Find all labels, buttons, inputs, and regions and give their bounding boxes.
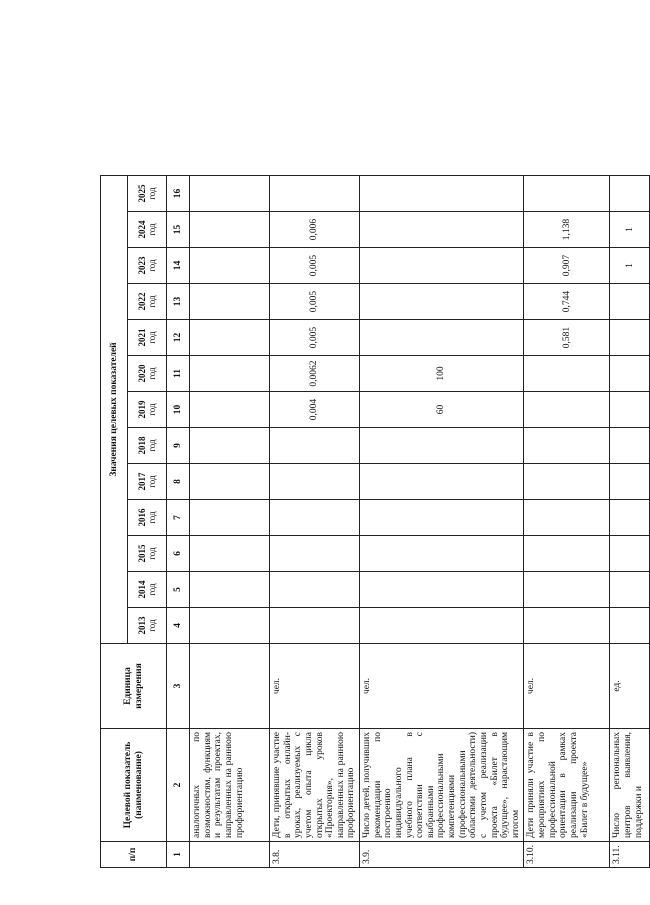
header-num: п/п [101, 842, 167, 868]
year-unit: год [147, 475, 157, 488]
year-unit: год [147, 583, 157, 596]
value-cell [360, 500, 524, 536]
year-value: 2016 [136, 508, 147, 527]
column-number: 3 [167, 644, 190, 729]
value-cell [524, 500, 610, 536]
table-row [610, 176, 650, 868]
value-cell [524, 464, 610, 500]
column-number: 1 [167, 842, 190, 868]
year-header [128, 212, 167, 248]
value-cell [610, 464, 650, 500]
value-cell [190, 428, 270, 464]
year-value: 2020 [136, 364, 147, 383]
unit-cell: чел. [270, 644, 360, 729]
year-unit: год [147, 619, 157, 632]
year-unit: год [147, 187, 157, 200]
value-cell [610, 392, 650, 428]
value-cell [360, 176, 524, 212]
value-cell: 0,0062 [270, 356, 360, 392]
year-value: 2014 [136, 580, 147, 599]
indicator-name: Дети приняли участие в мероприятиях по профессиональной ориентации в рамках реализации проекта «Билет в будущее» [524, 729, 610, 842]
value-cell [610, 356, 650, 392]
year-value: 2024 [136, 220, 147, 239]
value-cell [190, 176, 270, 212]
table-row [524, 176, 610, 868]
year-value: 2021 [136, 328, 147, 347]
value-cell [190, 500, 270, 536]
row-number: 3.9. [360, 842, 524, 868]
year-value: 2023 [136, 256, 147, 275]
value-cell [270, 464, 360, 500]
column-numbers-row [167, 176, 190, 868]
column-number: 5 [167, 572, 190, 608]
year-header [128, 320, 167, 356]
row-number: 3.8. [270, 842, 360, 868]
column-number: 13 [167, 284, 190, 320]
value-cell [524, 392, 610, 428]
column-number: 6 [167, 536, 190, 572]
value-cell [360, 428, 524, 464]
column-number: 11 [167, 356, 190, 392]
value-cell [190, 392, 270, 428]
year-header [128, 284, 167, 320]
year-header [128, 572, 167, 608]
value-cell [190, 284, 270, 320]
value-cell [190, 464, 270, 500]
year-value: 2019 [136, 400, 147, 419]
value-cell [360, 464, 524, 500]
year-value: 2017 [136, 472, 147, 491]
value-cell [524, 608, 610, 644]
indicators-table [100, 175, 650, 868]
value-cell: 0,005 [270, 248, 360, 284]
year-value: 2022 [136, 292, 147, 311]
value-cell [360, 536, 524, 572]
indicator-name: Число региональных центров выявления, поддержки и [610, 729, 650, 842]
column-number: 15 [167, 212, 190, 248]
value-cell [270, 176, 360, 212]
year-header [128, 356, 167, 392]
year-unit: год [147, 367, 157, 380]
year-header [128, 536, 167, 572]
column-number: 8 [167, 464, 190, 500]
value-cell [270, 572, 360, 608]
column-number: 14 [167, 248, 190, 284]
value-cell [190, 212, 270, 248]
year-unit: год [147, 547, 157, 560]
column-number: 16 [167, 176, 190, 212]
value-cell [270, 428, 360, 464]
value-cell: 0,581 [524, 320, 610, 356]
value-cell [360, 320, 524, 356]
row-number [190, 842, 270, 868]
year-value: 2013 [136, 616, 147, 635]
year-header [128, 500, 167, 536]
year-header [128, 248, 167, 284]
value-cell [610, 572, 650, 608]
indicator-name: Число детей, получивших рекомендации по построению индивидуального учебного плана в соответствии с выбранными профессиональными компетенциями (профессиональными областями деятельности) с учетом реализации проекта «Билет в будущее», нарастающим итогом [360, 729, 524, 842]
column-number: 4 [167, 608, 190, 644]
unit-cell: ед. [610, 644, 650, 729]
year-unit: год [147, 439, 157, 452]
unit-cell: чел. [360, 644, 524, 729]
indicator-name: аналогичных по возможностям, функциям и результатам проектах, направленных на раннюю профориентацию [190, 729, 270, 842]
year-unit: год [147, 259, 157, 272]
value-cell [610, 500, 650, 536]
column-number: 7 [167, 500, 190, 536]
value-cell [360, 212, 524, 248]
value-cell [270, 500, 360, 536]
value-cell [610, 428, 650, 464]
column-number: 10 [167, 392, 190, 428]
value-cell: 1 [610, 212, 650, 248]
year-header [128, 464, 167, 500]
table-row [190, 176, 270, 868]
value-cell: 0,006 [270, 212, 360, 248]
value-cell [190, 320, 270, 356]
header-indicator: Целевой показатель (наименование) [101, 729, 167, 842]
year-unit: год [147, 223, 157, 236]
header-unit: Единица измерения [101, 644, 167, 729]
value-cell [190, 356, 270, 392]
value-cell [524, 536, 610, 572]
unit-cell: чел. [524, 644, 610, 729]
value-cell: 60 [360, 392, 524, 428]
value-cell [360, 608, 524, 644]
unit-cell [190, 644, 270, 729]
column-number: 2 [167, 729, 190, 842]
value-cell [610, 608, 650, 644]
value-cell: 0,907 [524, 248, 610, 284]
value-cell [360, 572, 524, 608]
value-cell: 0,744 [524, 284, 610, 320]
value-cell [524, 572, 610, 608]
value-cell: 1,138 [524, 212, 610, 248]
indicator-name: Дети, принявшие участие в открытых онлайн-уроках, реализуемых с учетом опыта цикла открытых уроков «Проектория», направленных на раннюю профориентацию [270, 729, 360, 842]
table-row [270, 176, 360, 868]
row-number: 3.11. [610, 842, 650, 868]
value-cell [524, 428, 610, 464]
value-cell: 100 [360, 356, 524, 392]
value-cell [360, 248, 524, 284]
table-body [190, 176, 650, 868]
year-header [128, 176, 167, 212]
table-row [360, 176, 524, 868]
year-value: 2018 [136, 436, 147, 455]
year-value: 2025 [136, 184, 147, 203]
row-number: 3.10. [524, 842, 610, 868]
column-number: 12 [167, 320, 190, 356]
value-cell [190, 248, 270, 284]
value-cell [270, 608, 360, 644]
header-values: Значения целевых показателей [101, 176, 128, 644]
value-cell: 0,005 [270, 284, 360, 320]
year-unit: год [147, 403, 157, 416]
value-cell [190, 608, 270, 644]
column-number: 9 [167, 428, 190, 464]
value-cell [610, 176, 650, 212]
value-cell: 0,005 [270, 320, 360, 356]
year-header [128, 608, 167, 644]
value-cell [610, 284, 650, 320]
year-header [128, 392, 167, 428]
value-cell [524, 356, 610, 392]
year-unit: год [147, 331, 157, 344]
year-unit: год [147, 295, 157, 308]
value-cell: 1 [610, 248, 650, 284]
year-header [128, 428, 167, 464]
year-unit: год [147, 511, 157, 524]
value-cell [610, 536, 650, 572]
year-value: 2015 [136, 544, 147, 563]
value-cell [360, 284, 524, 320]
value-cell [190, 572, 270, 608]
value-cell [270, 536, 360, 572]
value-cell [190, 536, 270, 572]
value-cell [610, 320, 650, 356]
value-cell: 0,004 [270, 392, 360, 428]
value-cell [524, 176, 610, 212]
